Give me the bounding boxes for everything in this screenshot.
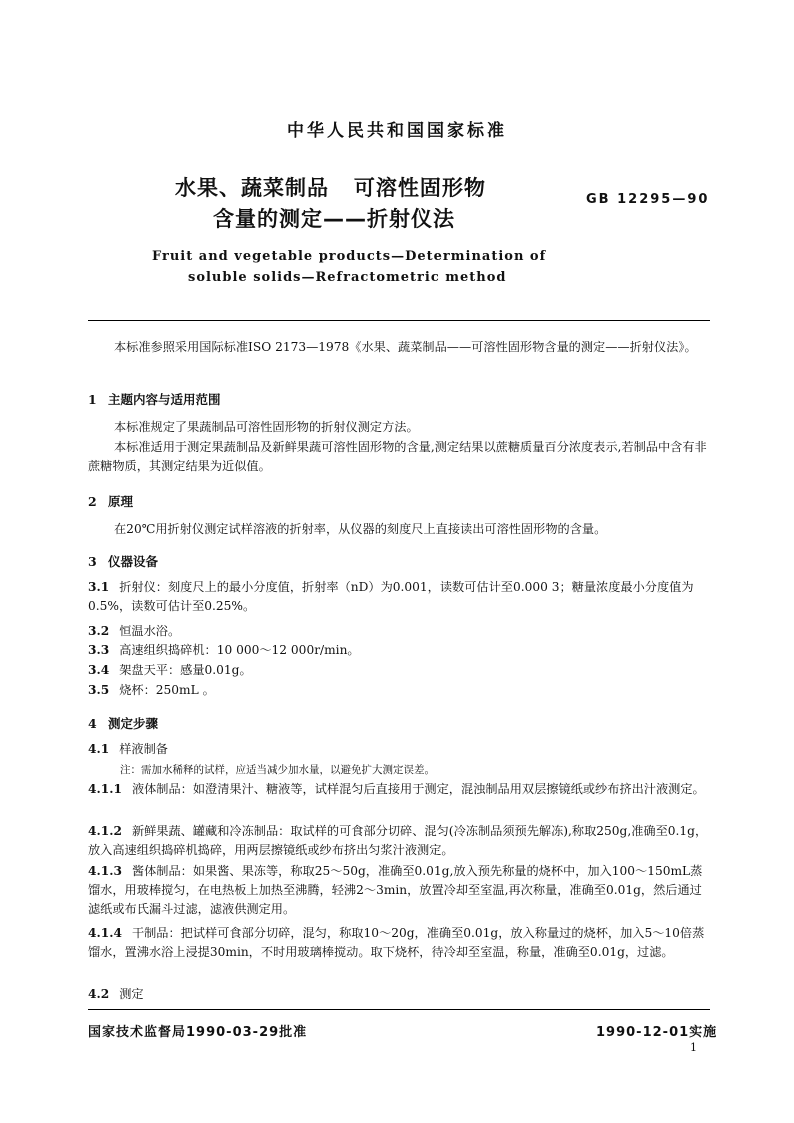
section-title: 测定步骤: [108, 716, 159, 731]
item-text: 架盘天平：感量0.01g。: [119, 663, 252, 677]
section-number: 3: [88, 554, 97, 569]
item-3-1: [88, 578, 710, 616]
standard-type: 中华人民共和国国家标准: [287, 121, 507, 141]
section-number: 2: [88, 494, 97, 509]
item-text: 恒温水浴。: [119, 624, 181, 638]
section-number: 1: [88, 392, 97, 407]
item-3-2: [88, 622, 710, 641]
section-title: 主题内容与适用范围: [108, 392, 221, 407]
footer-divider: [88, 1009, 710, 1010]
item-number: 4.1.4: [88, 926, 122, 940]
item-4-1-4: [88, 924, 710, 962]
item-number: 4.2: [88, 987, 110, 1001]
section-2-paragraph-1: 在20℃用折射仪测定试样溶液的折射率，从仪器的刻度尺上直接读出可溶性固形物的含量。: [114, 522, 607, 536]
item-4-1: [88, 740, 710, 759]
item-text: 烧杯：250mL 。: [119, 683, 215, 697]
item-number: 3.2: [88, 624, 110, 638]
intro-paragraph: 本标准参照采用国际标准ISO 2173—1978《水果、蔬菜制品——可溶性固形物含量的测定——折射仪法》。: [114, 340, 697, 354]
item-number: 3.5: [88, 683, 110, 697]
section-title: 原理: [108, 494, 134, 509]
item-number: 4.1: [88, 742, 110, 756]
title-line-1: 水果、蔬菜制品 可溶性固形物: [175, 176, 486, 200]
page-number: 1: [690, 1041, 697, 1054]
item-text: 测定: [119, 987, 144, 1001]
implementation-date: 1990-12-01实施: [596, 1025, 718, 1040]
item-text: 折射仪：刻度尺上的最小分度值，折射率（nD）为0.001，读数可估计至0.000 3；糖量浓度最小分度值为0.5%，读数可估计至0.25%。: [88, 580, 694, 613]
section-4-heading: [88, 714, 158, 732]
item-4-1-2: [88, 822, 710, 860]
item-text: 样液制备: [119, 742, 168, 756]
section-1-paragraph-2: 本标准适用于测定果蔬制品及新鲜果蔬可溶性固形物的含量,测定结果以蔗糖质量百分浓度表示,若制品中含有非蔗糖物质，其测定结果为近似值。: [88, 440, 707, 473]
item-number: 4.1.2: [88, 824, 122, 838]
section-3-heading: [88, 552, 158, 570]
item-4-1-1: [88, 780, 710, 799]
item-text: 干制品：把试样可食部分切碎，混匀，称取10～20g，准确至0.01g，放入称量过的烧杯，加入5～10倍蒸馏水，置沸水浴上浸提30min，不时用玻璃棒搅动。取下烧杯，待冷却至室温，称量，准确至0.01g，过滤。: [88, 926, 705, 959]
item-text: 酱体制品：如果酱、果冻等，称取25～50g，准确至0.01g,放入预先称量的烧杯中，加入100～150mL蒸馏水，用玻棒搅匀，在电热板上加热至沸腾，轻沸2～3min，放置冷却至室温,再次称量，准确至0.01g，然后通过滤纸或布氏漏斗过滤，滤液供测定用。: [88, 864, 703, 916]
item-3-4: [88, 661, 710, 680]
item-number: 3.3: [88, 643, 110, 657]
item-text: 液体制品：如澄清果汁、糖液等，试样混匀后直接用于测定，混浊制品用双层擦镜纸或纱布挤出汁液测定。: [131, 782, 705, 796]
title-line-2: 含量的测定——折射仪法: [213, 207, 455, 231]
item-4-2: [88, 985, 710, 1004]
section-number: 4: [88, 716, 97, 731]
item-4-1-3: [88, 862, 710, 919]
english-title-line-2: soluble solids—Refractometric method: [188, 270, 507, 285]
item-text: 新鲜果蔬、罐藏和冷冻制品：取试样的可食部分切碎、混匀(冷冻制品须预先解冻),称取250g,准确至0.1g，放入高速组织捣碎机捣碎，用两层擦镜纸或纱布挤出匀浆汁液测定。: [88, 824, 708, 857]
item-text: 高速组织捣碎机：10 000～12 000r/min。: [119, 643, 360, 657]
section-1-paragraph-1: 本标准规定了果蔬制品可溶性固形物的折射仪测定方法。: [114, 420, 419, 434]
english-title-line-1: Fruit and vegetable products—Determination of: [152, 249, 547, 264]
note: 注：需加水稀释的试样，应适当减少加水量，以避免扩大测定误差。: [120, 764, 435, 776]
item-3-3: [88, 641, 710, 660]
item-3-5: [88, 681, 710, 700]
section-1-heading: [88, 390, 221, 408]
approval-line: 国家技术监督局1990-03-29批准: [88, 1025, 308, 1040]
standard-code: GB 12295—90: [586, 192, 710, 207]
section-2-heading: [88, 492, 133, 510]
section-title: 仪器设备: [108, 554, 159, 569]
item-number: 3.4: [88, 663, 110, 677]
item-number: 4.1.1: [88, 782, 122, 796]
item-number: 4.1.3: [88, 864, 122, 878]
header-divider: [88, 320, 710, 321]
item-number: 3.1: [88, 580, 110, 594]
